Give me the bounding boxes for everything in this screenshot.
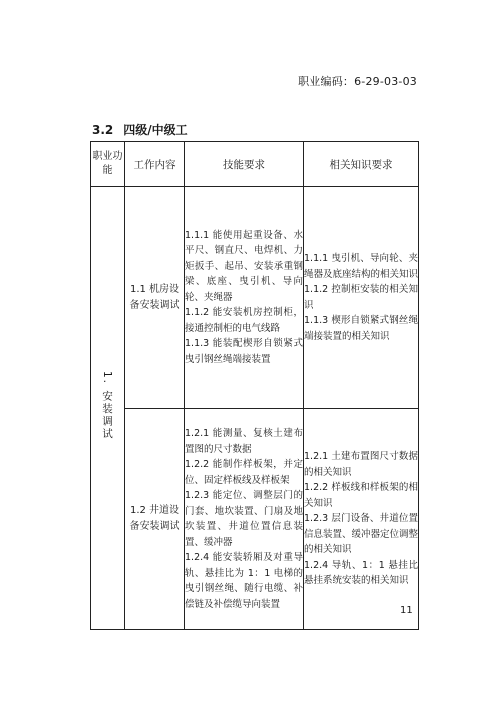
skills-cell bbox=[185, 187, 304, 409]
function-label: 1. 安装调试 bbox=[101, 371, 113, 441]
skills-table bbox=[90, 141, 419, 630]
table-row bbox=[91, 409, 419, 630]
skill-item: 1.2.3 能定位、调整层门的门套、地坎装置、门扇及地坎装置、井道位置信息装置、缓冲器 bbox=[185, 490, 303, 548]
knowledge-item: 1.2.3 层门设备、井道位置信息装置、缓冲器定位调整的相关知识 bbox=[304, 513, 419, 556]
col-header-function: 职业功能 bbox=[91, 142, 125, 187]
content-text: 1.2 井道设备安装调试 bbox=[129, 505, 180, 532]
col-header-content: 工作内容 bbox=[125, 142, 185, 187]
content-text: 1.1 机房设备安装调试 bbox=[129, 283, 180, 311]
table-row bbox=[91, 187, 419, 409]
knowledge-item: 1.1.2 控制柜安装的相关知识 bbox=[304, 284, 418, 311]
knowledge-cell bbox=[304, 409, 419, 630]
occupation-code: 职业编码：6-29-03-03 bbox=[298, 75, 417, 88]
skill-item: 1.1.1 能使用起重设备、水平尺、钢直尺、电焊机、力矩扳手、起吊、安装承重钢梁、底座、曳引机、导向轮、夹绳器 bbox=[185, 229, 303, 303]
skill-item: 1.1.3 能装配楔形自锁紧式曳引钢丝绳端接装置 bbox=[185, 338, 303, 365]
col-header-knowledge: 相关知识要求 bbox=[304, 142, 419, 187]
skill-item: 1.2.2 能制作样板架，并定位、固定样板线及样板架 bbox=[185, 459, 303, 486]
content-cell bbox=[125, 187, 185, 409]
section-title-text: 四级/中级工 bbox=[123, 123, 188, 137]
section-heading bbox=[92, 121, 188, 138]
skill-item: 1.2.4 能安装轿厢及对重导轨、悬挂比为 1：1 电梯的曳引钢丝绳、随行电缆、补偿链及补偿缆导向装置 bbox=[185, 552, 303, 610]
function-cell bbox=[91, 187, 125, 630]
skills-cell bbox=[185, 409, 304, 630]
knowledge-item: 1.1.3 楔形自锁紧式钢丝绳端接装置的相关知识 bbox=[304, 315, 418, 342]
knowledge-item: 1.2.1 土建布置图尺寸数据的相关知识 bbox=[304, 451, 418, 478]
col-header-skills: 技能要求 bbox=[185, 142, 304, 187]
skill-item: 1.2.1 能测量、复核土建布置图的尺寸数据 bbox=[185, 428, 303, 455]
section-number: 3.2 bbox=[92, 123, 114, 137]
knowledge-cell bbox=[304, 187, 419, 409]
knowledge-item: 1.2.2 样板线和样板架的相关知识 bbox=[304, 482, 418, 509]
page-number: 11 bbox=[400, 605, 413, 616]
knowledge-item: 1.1.1 曳引机、导向轮、夹绳器及底座结构的相关知识 bbox=[304, 253, 419, 280]
table-header-row bbox=[91, 142, 419, 187]
knowledge-item: 1.2.4 导轨、1：1 悬挂比悬挂系统安装的相关知识 bbox=[304, 559, 418, 587]
content-cell bbox=[125, 409, 185, 630]
skill-item: 1.1.2 能安装机房控制柜，接通控制柜的电气线路 bbox=[185, 307, 303, 334]
